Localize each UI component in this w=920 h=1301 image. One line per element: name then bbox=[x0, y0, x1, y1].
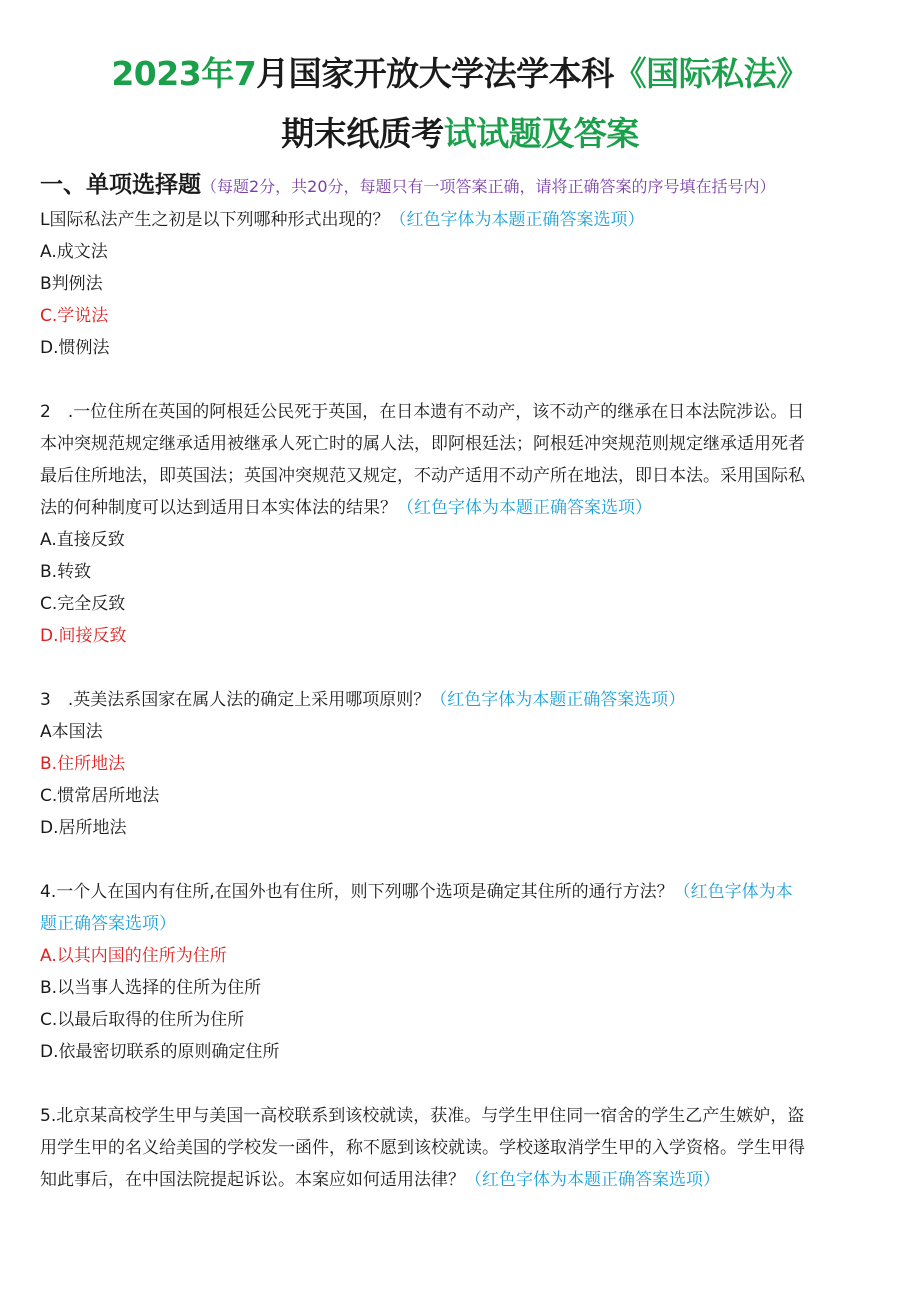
title-course: 《国际私法》 bbox=[613, 54, 809, 93]
question-1-text: L国际私法产生之初是以下列哪种形式出现的？ bbox=[40, 210, 390, 230]
question-2-stem-line-2: 本冲突规范规定继承适用被继承人死亡时的属人法，即阿根廷法；阿根廷冲突规范则规定继承适用死者 bbox=[40, 434, 805, 454]
question-3-option-c: C.惯常居所地法 bbox=[40, 786, 160, 806]
question-1-stem bbox=[40, 204, 882, 236]
question-3-text: 3 .英美法系国家在属人法的确定上采用哪项原则？ bbox=[40, 690, 431, 710]
question-3-option-d: D.居所地法 bbox=[40, 818, 127, 838]
question-5-stem-line-2: 用学生甲的名义给美国的学校发一函件，称不愿到该校就读。学校遂取消学生甲的入学资格。学生甲得 bbox=[40, 1138, 805, 1158]
question-1-hint: （红色字体为本题正确答案选项） bbox=[389, 210, 645, 230]
question-3-option-a: A本国法 bbox=[40, 722, 103, 742]
question-4 bbox=[40, 876, 882, 1068]
question-4-option-c: C.以最后取得的住所为住所 bbox=[40, 1010, 245, 1030]
question-5-stem-line-3 bbox=[40, 1164, 882, 1196]
question-3-option-b: B.住所地法 bbox=[40, 754, 126, 774]
question-1-option-d: D.惯例法 bbox=[40, 338, 110, 358]
question-4-option-b: B.以当事人选择的住所为住所 bbox=[40, 978, 262, 998]
question-2-option-d: D.间接反致 bbox=[40, 626, 127, 646]
section-heading-text: 一、单项选择题 bbox=[40, 172, 201, 198]
question-5 bbox=[40, 1100, 882, 1196]
question-4-hint-part-1: （红色字体为本 bbox=[673, 882, 793, 902]
title-year-prefix: 2023年7 bbox=[111, 54, 257, 93]
question-3-stem bbox=[40, 684, 882, 716]
question-1-option-a: A.成文法 bbox=[40, 242, 108, 262]
question-5-hint: （红色字体为本题正确答案选项） bbox=[465, 1170, 720, 1190]
exam-content bbox=[40, 168, 882, 1196]
question-4-option-d: D.依最密切联系的原则确定住所 bbox=[40, 1042, 280, 1062]
section-heading bbox=[40, 168, 882, 204]
question-4-hint-part-2: 题正确答案选项） bbox=[40, 914, 176, 934]
question-5-stem-line-1: 5.北京某高校学生甲与美国一高校联系到该校就读，获准。与学生甲住同一宿舍的学生乙产生嫉妒，盗 bbox=[40, 1106, 805, 1126]
question-2-stem-line-1: 2 .一位住所在英国的阿根廷公民死于英国，在日本遗有不动产，该不动产的继承在日本法院涉讼。日 bbox=[40, 402, 805, 422]
question-2-stem-line-3: 最后住所地法，即英国法；英国冲突规范又规定，不动产适用不动产所在地法，即日本法。采用国际私 bbox=[40, 466, 805, 486]
question-1-option-c: C.学说法 bbox=[40, 306, 109, 326]
question-3 bbox=[40, 684, 882, 844]
question-5-text-end: 知此事后，在中国法院提起诉讼。本案应如何适用法律？ bbox=[40, 1170, 465, 1190]
question-4-text: 4.一个人在国内有住所,在国外也有住所，则下列哪个选项是确定其住所的通行方法？ bbox=[40, 882, 674, 902]
section-instructions: （每题2分，共20分，每题只有一项答案正确，请将正确答案的序号填在括号内） bbox=[201, 177, 776, 196]
question-2-stem-line-4 bbox=[40, 492, 882, 524]
title-exam-type: 期末纸质考 bbox=[281, 114, 444, 153]
question-2-text-end: 法的何种制度可以达到适用日本实体法的结果？ bbox=[40, 498, 397, 518]
question-1-option-b: B判例法 bbox=[40, 274, 103, 294]
question-4-stem-line-2 bbox=[40, 908, 882, 940]
title-exam-suffix: 试试题及答案 bbox=[443, 114, 639, 153]
question-2-option-b: B.转致 bbox=[40, 562, 92, 582]
question-1 bbox=[40, 204, 882, 364]
question-4-option-a: A.以其内国的住所为住所 bbox=[40, 946, 227, 966]
question-2 bbox=[40, 396, 882, 652]
question-2-option-a: A.直接反致 bbox=[40, 530, 125, 550]
question-3-hint: （红色字体为本题正确答案选项） bbox=[430, 690, 686, 710]
question-2-option-c: C.完全反致 bbox=[40, 594, 126, 614]
question-4-stem-line-1 bbox=[40, 876, 882, 908]
title-middle: 月国家开放大学法学本科 bbox=[256, 54, 614, 93]
document-title-line1 bbox=[0, 54, 920, 94]
document-title-line2 bbox=[0, 114, 920, 154]
question-2-hint: （红色字体为本题正确答案选项） bbox=[397, 498, 652, 518]
